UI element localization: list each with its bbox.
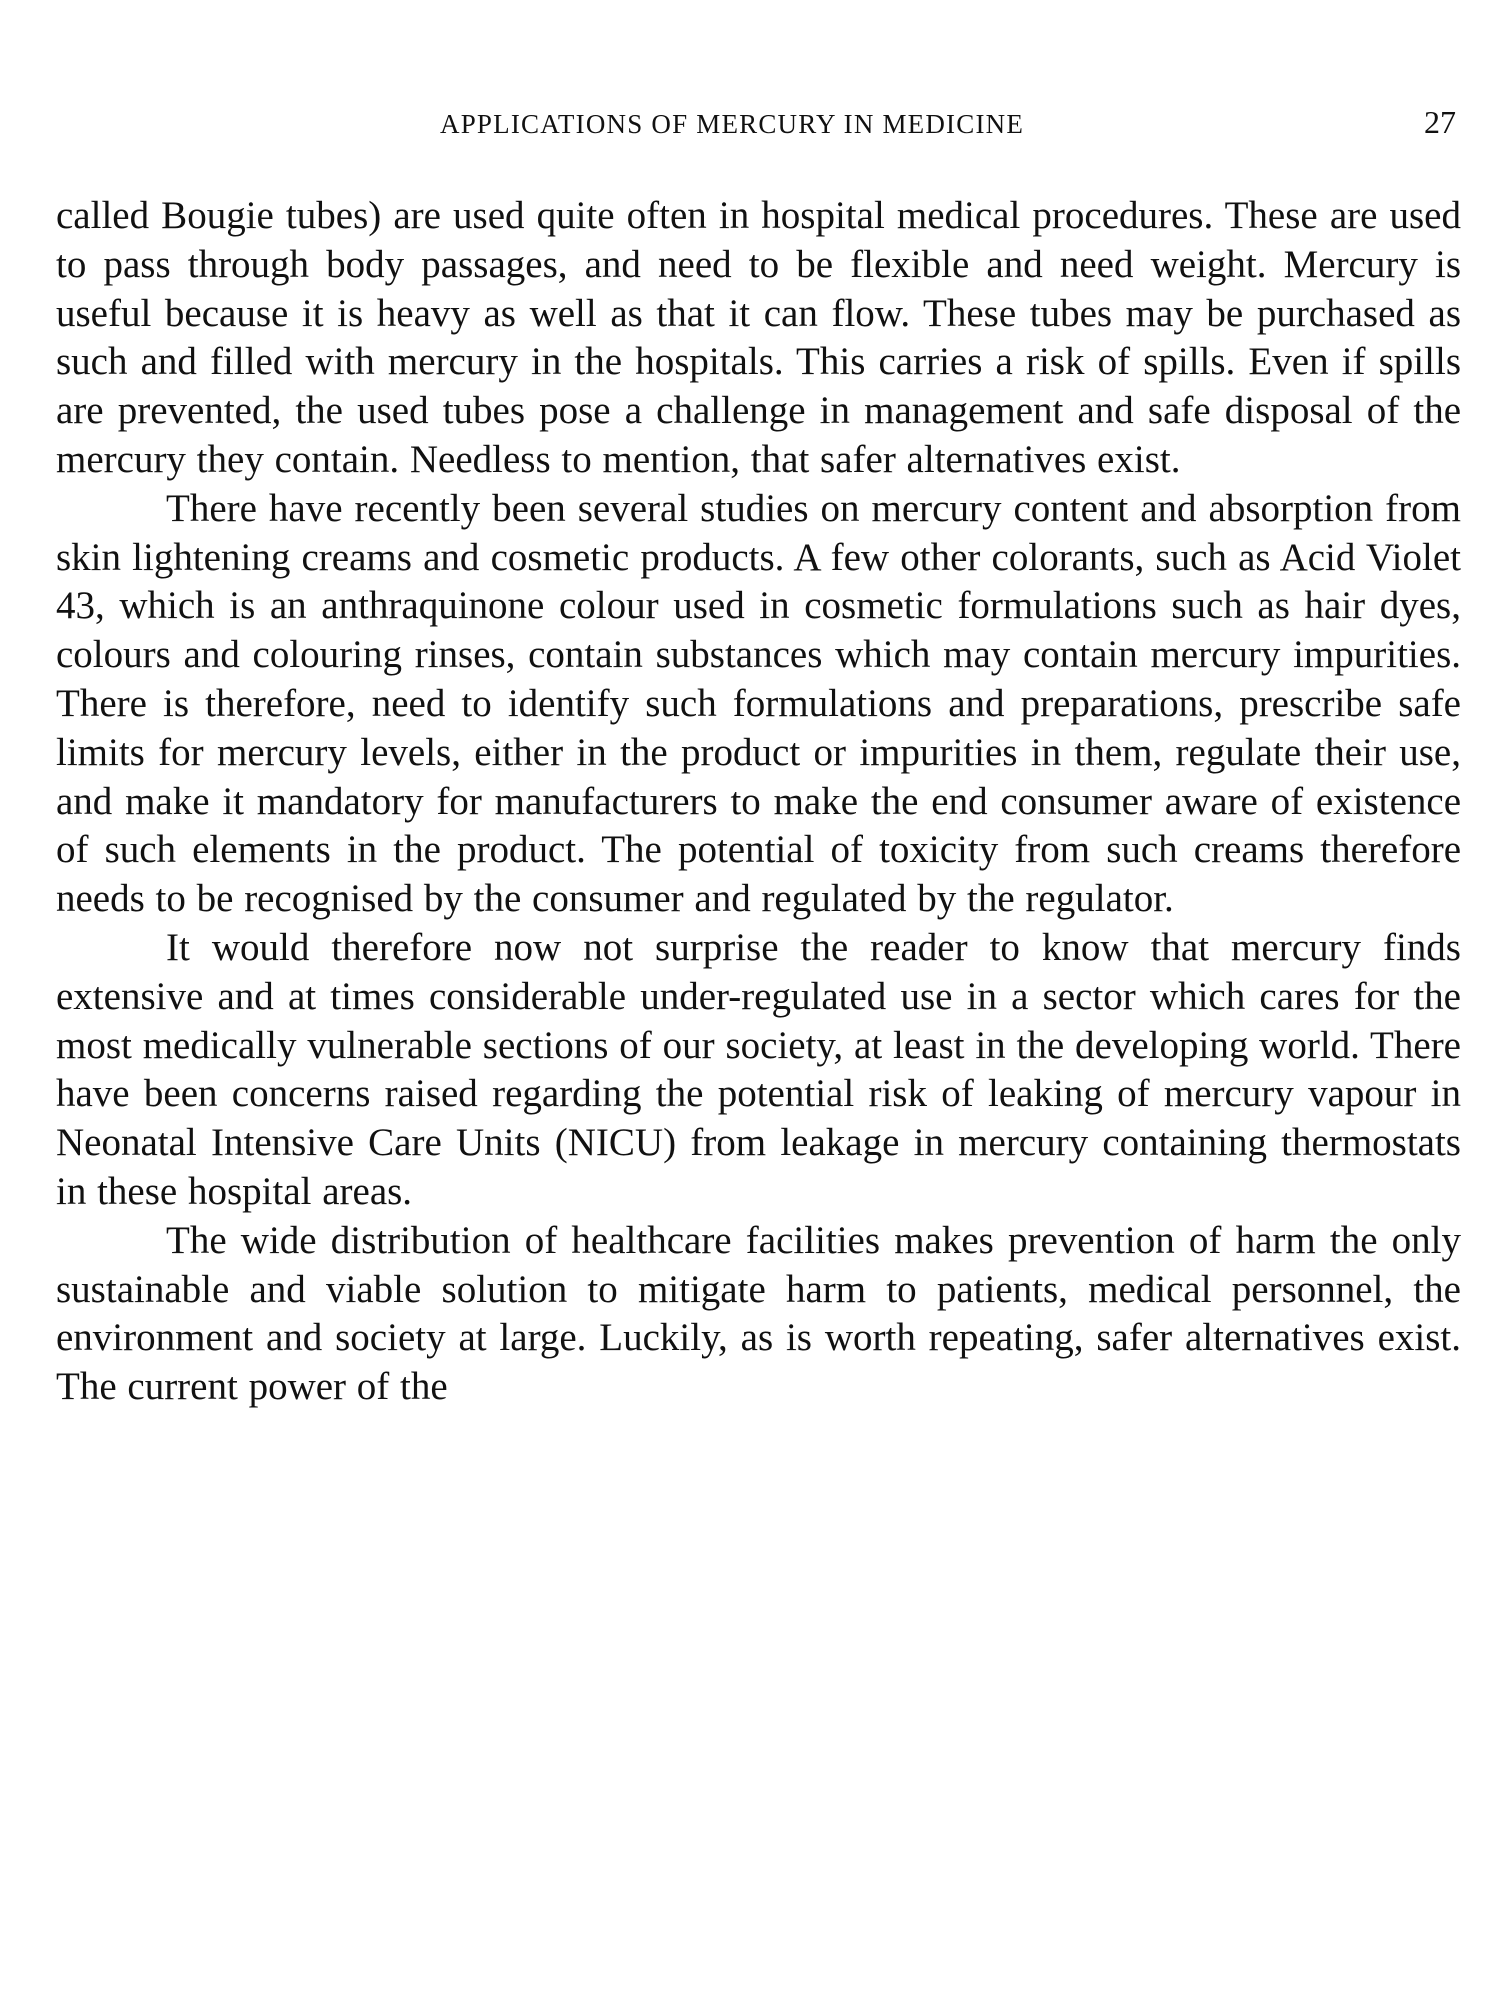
paragraph-continued: called Bougie tubes) are used quite often in hospital medical procedures. These are used to pass through body passages, and need to be flexible and need weight. Mercury is useful because it is heavy as well as that it can flow. These tubes may be purchased as such and filled with mercury in the hospitals. This carries a risk of spills. Even if spills are prevented, the used tubes pose a challenge in management and safe disposal of the mercury they contain. Needless to mention, that safer alternatives exist. <box>56 194 1461 481</box>
page-number: 27 <box>1424 104 1456 140</box>
paragraph-prevention: The wide distribution of healthcare facilities makes prevention of harm the only sustainable and viable solution to mitigate harm to patients, medical personnel, the environment and society at large. Luckily, as is worth repeating, safer alternatives exist. The current power of the <box>56 1218 1461 1409</box>
running-head <box>440 104 1456 144</box>
paragraph-nicu: It would therefore now not surprise the reader to know that mercury finds extensive and at times considerable under-regulated use in a sector which cares for the most medically vulnerable sections of our society, at least in the developing world. There have been concerns raised regarding the potential risk of leaking of mercury vapour in Neonatal Intensive Care Units (NICU) from leakage in mercury containing thermostats in these hospital areas. <box>56 925 1461 1213</box>
running-title: APPLICATIONS OF MERCURY IN MEDICINE <box>440 109 1025 139</box>
body-text <box>56 192 1461 1412</box>
paragraph-cosmetics: There have recently been several studies on mercury content and absorption from skin lightening creams and cosmetic products. A few other colorants, such as Acid Violet 43, which is an anthraquinone colour used in cosmetic formulations such as hair dyes, colours and colouring rinses, contain substances which may contain mercury impurities. There is therefore, need to identify such formulations and preparations, prescribe safe limits for mercury levels, either in the product or impurities in them, regulate their use, and make it mandatory for manufacturers to make the end consumer aware of existence of such elements in the product. The potential of toxicity from such creams therefore needs to be recognised by the consumer and regulated by the regulator. <box>56 486 1461 921</box>
